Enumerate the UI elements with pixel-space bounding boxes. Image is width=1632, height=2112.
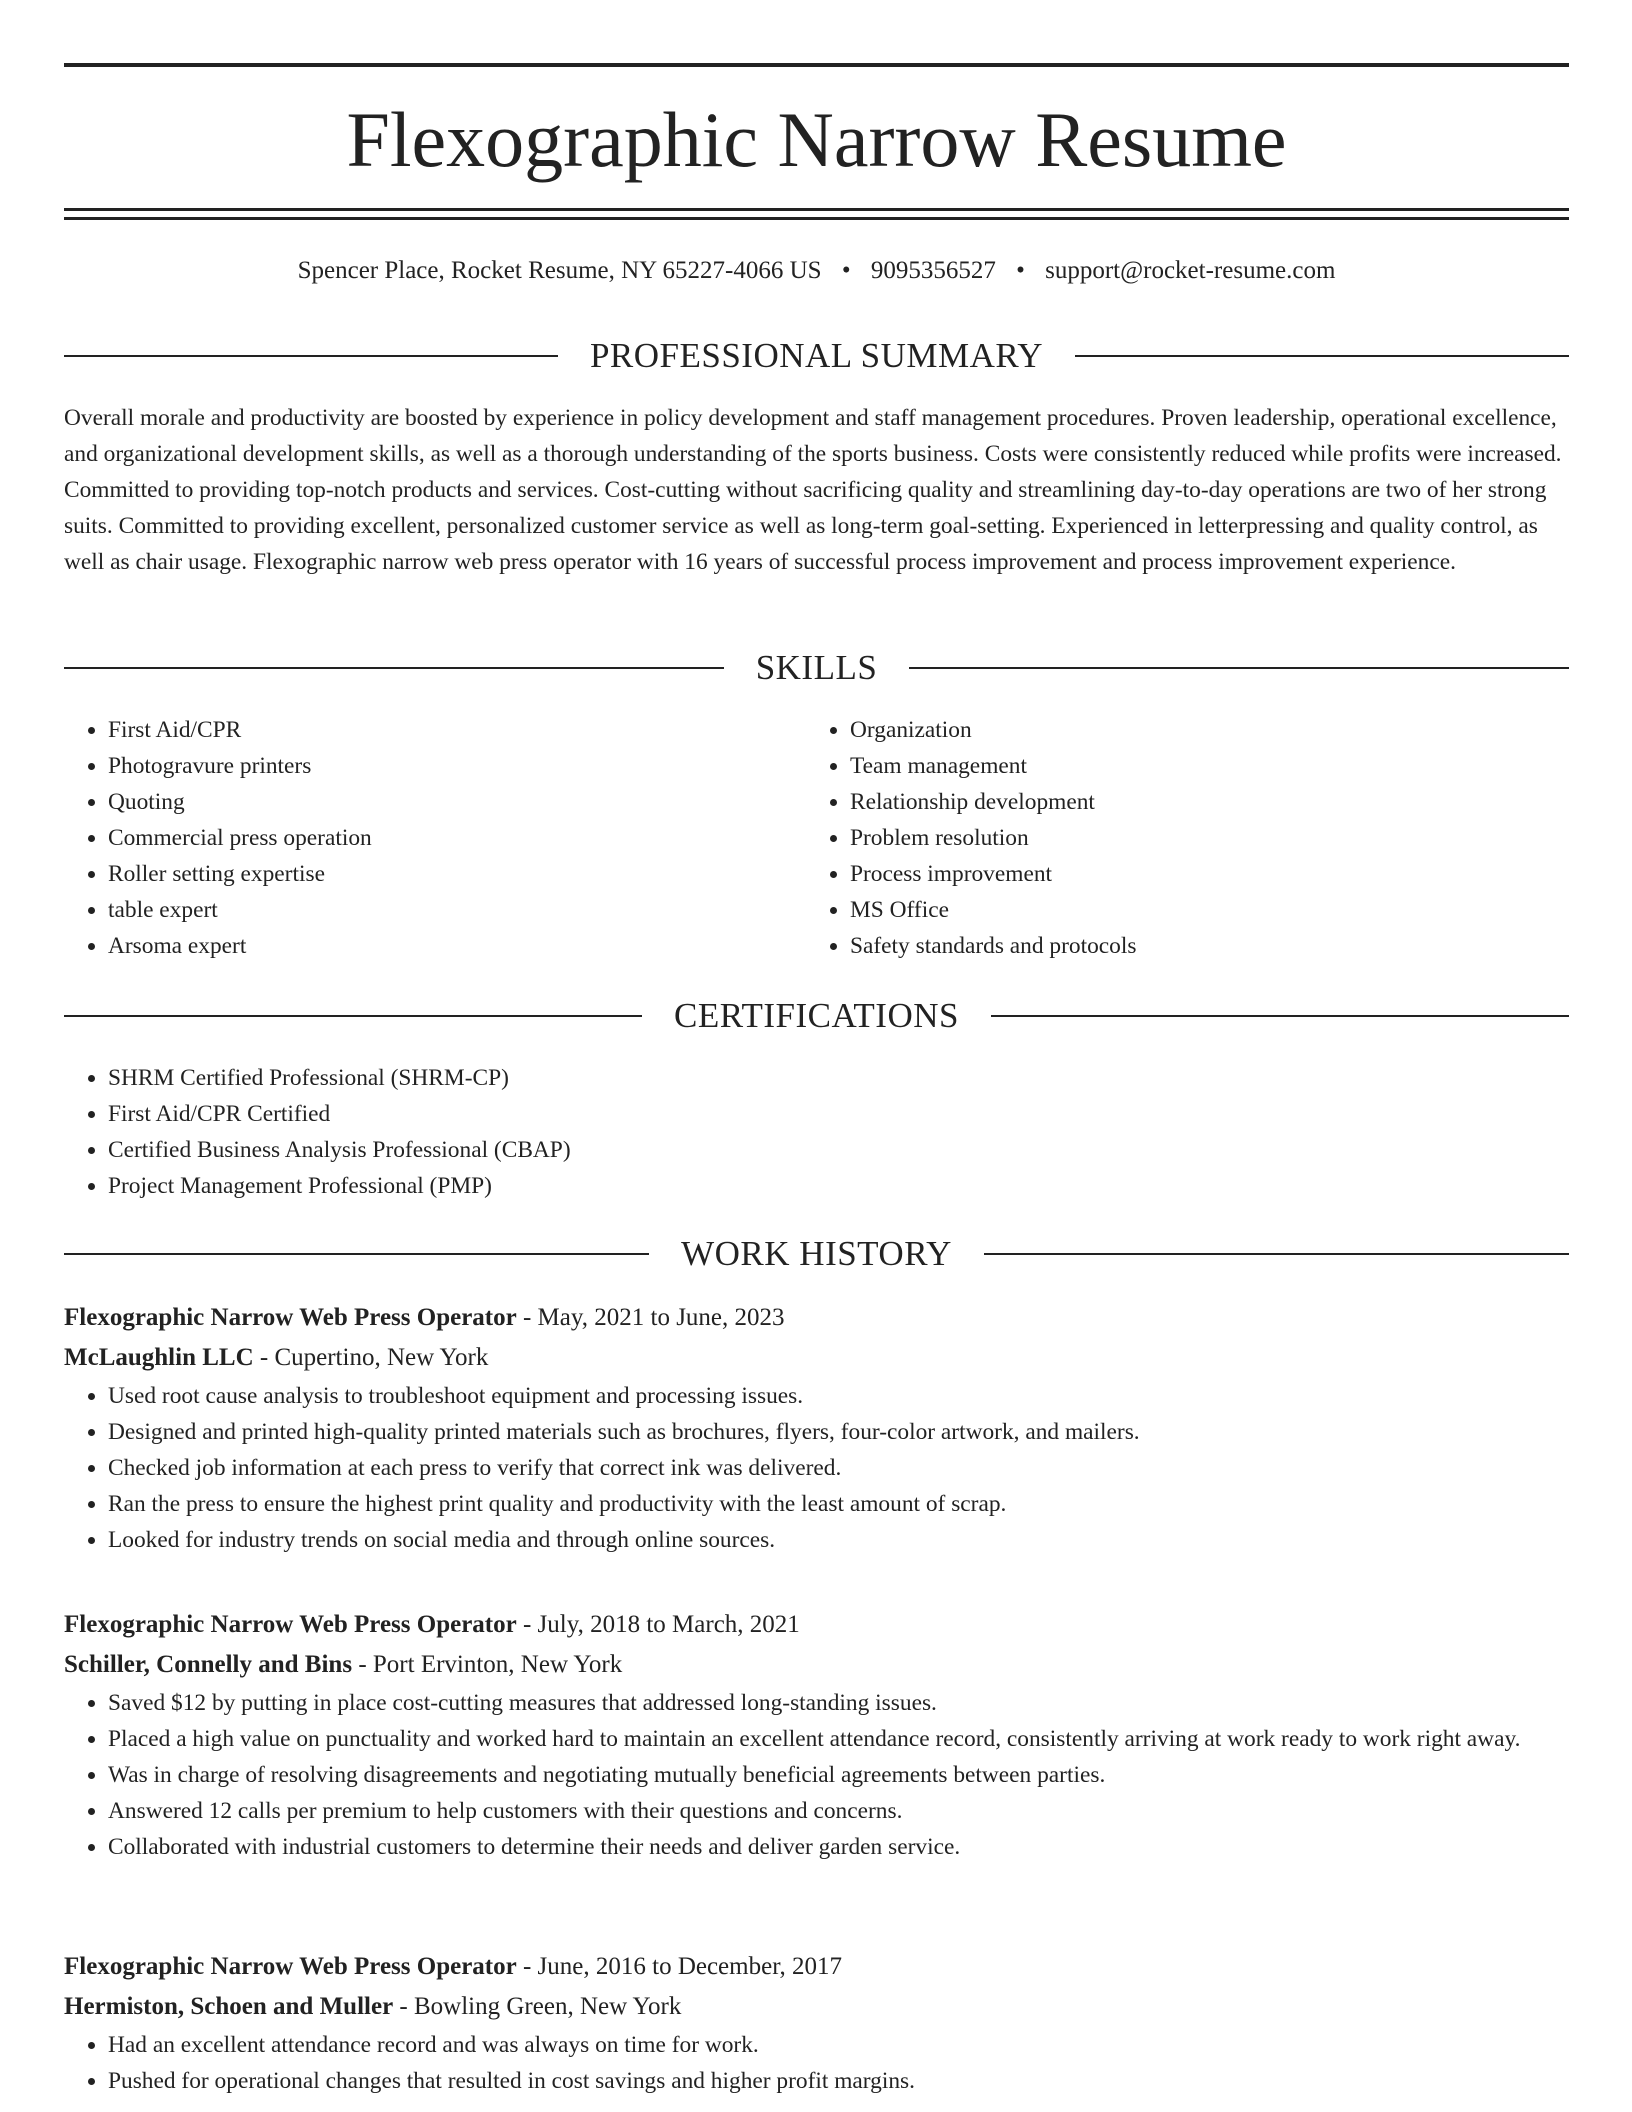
contact-separator: • [841,257,851,284]
title-double-rule [64,208,1569,220]
job-company: McLaughlin LLC [64,1344,254,1371]
skills-list-left [64,712,848,964]
heading-rule [984,1253,1569,1255]
contact-separator: • [1016,257,1025,284]
summary-heading-text: PROFESSIONAL SUMMARY [589,336,1044,375]
list-item: • Roller setting expertise [108,856,848,892]
list-item: • Photogravure printers [108,748,848,784]
list-item: • Quoting [108,784,848,820]
list-item: • Had an excellent attendance record and was always on time for work. [108,2027,1569,2063]
job-location: - Port Ervinton, New York [352,1651,623,1678]
list-item: • Commercial press operation [108,820,848,856]
heading-rule [991,1015,1569,1017]
job-bullets [64,2027,1569,2099]
job-entry [64,1605,1569,1865]
list-item: • Looked for industry trends on social media and through online sources. [108,1522,1569,1558]
list-item: • Safety standards and protocols [850,928,1590,964]
job-company: Schiller, Connelly and Bins [64,1651,353,1678]
contact-email: support@rocket-resume.com [1045,257,1336,284]
list-item: • Project Management Professional (PMP) [108,1168,1569,1204]
list-item: • First Aid/CPR [108,712,848,748]
certifications-heading-text: CERTIFICATIONS [674,996,959,1035]
contact-line [64,254,1569,288]
list-item: • Saved $12 by putting in place cost-cutting measures that addressed long-standing issues. [108,1685,1569,1721]
list-item: • Arsoma expert [108,928,848,964]
job-dates: - July, 2018 to March, 2021 [516,1611,800,1638]
job-location: - Cupertino, New York [253,1344,489,1371]
list-item: • Designed and printed high-quality printed materials such as brochures, flyers, four-color artwork, and mailers. [108,1414,1569,1450]
contact-address: Spencer Place, Rocket Resume, NY 65227-4066 US [297,257,822,284]
job-dates: - June, 2016 to December, 2017 [516,1953,843,1980]
resume-title: Flexographic Narrow Resume [346,96,1287,183]
heading-rule [64,1015,642,1017]
heading-rule [64,1253,649,1255]
skills-heading-text: SKILLS [755,648,878,687]
job-title-line [64,1947,1569,1987]
list-item: • Relationship development [850,784,1590,820]
list-item: • Answered 12 calls per premium to help customers with their questions and concerns. [108,1793,1569,1829]
job-title: Flexographic Narrow Web Press Operator [64,1304,517,1331]
list-item: • Team management [850,748,1590,784]
certifications-list [64,1060,1569,1204]
list-item: • Certified Business Analysis Professional (CBAP) [108,1132,1569,1168]
list-item: • MS Office [850,892,1590,928]
list-item: • Was in charge of resolving disagreements and negotiating mutually beneficial agreements between parties. [108,1757,1569,1793]
top-rule [64,63,1569,67]
summary-heading [64,334,1569,378]
heading-rule [64,667,724,669]
list-item: • Pushed for operational changes that resulted in cost savings and higher profit margins. [108,2063,1569,2099]
list-item: • Organization [850,712,1590,748]
certifications-heading [64,994,1569,1038]
list-item: • First Aid/CPR Certified [108,1096,1569,1132]
job-title-line [64,1298,1569,1338]
list-item: • Checked job information at each press to verify that correct ink was delivered. [108,1450,1569,1486]
job-entry [64,1947,1569,2099]
list-item: • Used root cause analysis to troubleshoot equipment and processing issues. [108,1378,1569,1414]
work-heading-text: WORK HISTORY [681,1234,952,1273]
list-item: • SHRM Certified Professional (SHRM-CP) [108,1060,1569,1096]
job-title-line [64,1605,1569,1645]
list-item: • Ran the press to ensure the highest print quality and productivity with the least amount of scrap. [108,1486,1569,1522]
list-item: • Process improvement [850,856,1590,892]
work-heading [64,1232,1569,1276]
job-location: - Bowling Green, New York [393,1993,682,2020]
job-title: Flexographic Narrow Web Press Operator [64,1611,517,1638]
summary-text: Overall morale and productivity are boosted by experience in policy development and staff management procedures. Proven leadership, operational excellence, and organizational development skills, as well as a thorough understanding of the sports business. Costs were consistently reduced while profits were increased. Committed to providing top-notch products and services. Cost-cutting without sacrificing quality and streamlining day-to-day operations are two of her strong suits. Committed to providing excellent, personalized customer service as well as long-term goal-setting. Experienced in letterpressing and quality control, as well as chair usage. Flexographic narrow web press operator with 16 years of successful process improvement and process improvement experience. [64,405,1562,575]
job-bullets [64,1378,1569,1558]
job-title: Flexographic Narrow Web Press Operator [64,1953,517,1980]
heading-rule [1075,355,1569,357]
skills-heading [64,646,1569,690]
list-item: • table expert [108,892,848,928]
skills-list-right [806,712,1590,964]
job-company-line [64,1645,1569,1685]
list-item: • Placed a high value on punctuality and worked hard to maintain an excellent attendance record, consistently arriving at work ready to work right away. [108,1721,1569,1757]
job-entry [64,1298,1569,1558]
heading-rule [64,355,558,357]
job-bullets [64,1685,1569,1865]
job-company: Hermiston, Schoen and Muller [64,1993,394,2020]
job-dates: - May, 2021 to June, 2023 [516,1304,785,1331]
job-company-line [64,1338,1569,1378]
job-company-line [64,1987,1569,2027]
contact-phone: 9095356527 [870,257,996,284]
list-item: • Problem resolution [850,820,1590,856]
list-item: • Collaborated with industrial customers to determine their needs and deliver garden service. [108,1829,1569,1865]
heading-rule [909,667,1569,669]
